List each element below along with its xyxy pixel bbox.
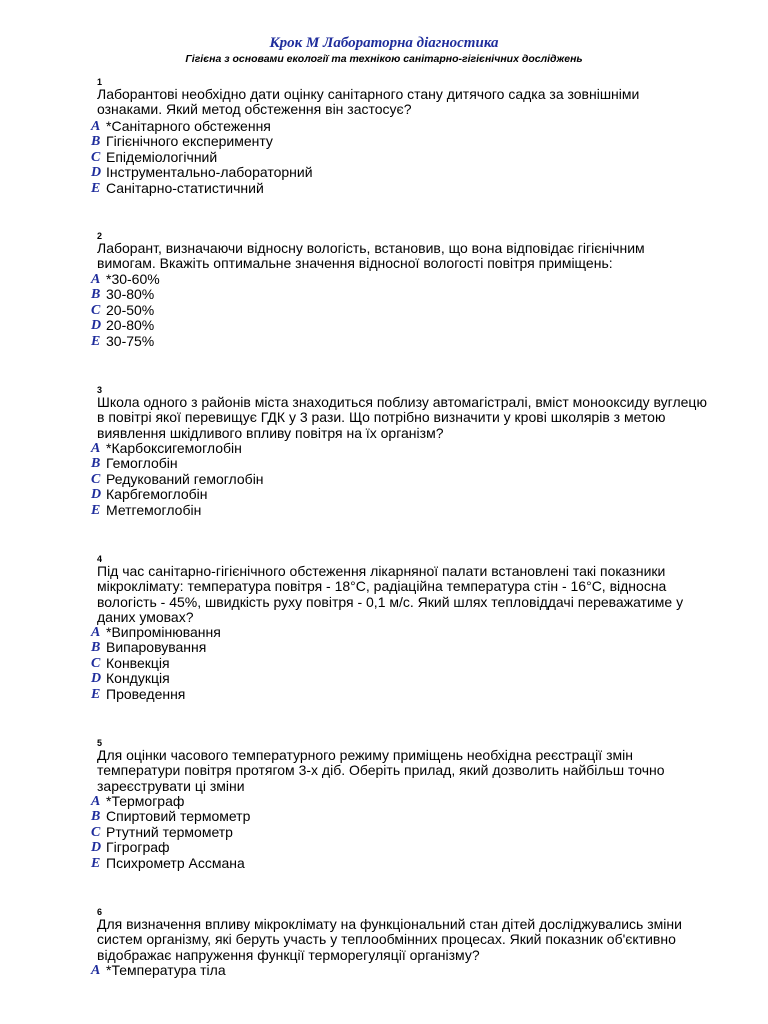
option-text: Гігієнічного експерименту [106,133,273,150]
option-text: Кондукція [106,670,170,687]
option-letter: C [91,824,101,840]
option-letter: B [91,287,101,303]
option-text: *Температура тіла [106,962,226,978]
option-text: *Санітарного обстеження [106,118,271,134]
option-letter: D [91,165,102,181]
option-letter: B [91,809,101,825]
option-text: Епідеміологічний [106,148,218,165]
option-text: Проведення [106,685,186,702]
option-text: *Карбоксигемоглобін [106,440,242,456]
option-letter: D [91,840,102,856]
option-letter: D [91,487,102,503]
option-letter: E [91,180,101,196]
option-text: Випаровування [106,639,207,656]
option-text: Гемоглобін [106,455,178,472]
option-text: *Випромінювання [106,624,221,640]
question-text: Лаборант, визначаючи відносну вологість, встановив, що вона відповідає гігієнічним вимогам. Вкажіть оптимальне значення відносної вологості повітря приміщень: [97,240,645,272]
option-text: 20-50% [106,301,155,318]
option-letter: E [91,686,101,702]
question-number: 1 [97,77,103,87]
option-text: Карбгемоглобін [106,486,208,503]
option-letter: E [91,855,101,871]
question-text: Лаборантові необхідно дати оцінку санітарного стану дитячого садка за зовнішніми ознаками. Який метод обстеження він застосує? [97,86,640,118]
option-letter: C [91,655,101,671]
option-letter: A [91,794,101,809]
option-letter: C [91,149,101,165]
question-number: 4 [97,554,103,564]
option-letter: A [91,119,101,134]
question-text: Для визначення впливу мікроклімату на функціональний стан дітей досліджувались зміни систем організму, які беруть участь у теплообмінних процесах. Який показник об'єктивно відображає напруження функції терморегуляції організму? [97,916,682,963]
option-letter: A [91,272,101,287]
option-letter: A [91,625,101,640]
option-text: 30-75% [106,332,155,349]
option-letter: C [91,302,101,318]
option-text: Інструментально-лабораторний [106,164,313,181]
option-letter: D [91,318,102,334]
question-text: Під час санітарно-гігієнічного обстеження лікарняної палати встановлені такі показники мікроклімату: температура повітря - 18°С, радіаційна температура стін - 16°С, відносна вологість - 45%, швидкість руху повітря - 0,1 м/с. Який шлях тепловіддачі переважатиме у даних умовах? [97,563,684,626]
option-text: Гігрограф [106,839,170,856]
question-number: 6 [97,907,103,917]
document-title: Крок М Лабораторна діагностика [269,35,499,51]
option-text: 20-80% [106,317,155,334]
option-text: Конвекція [106,654,170,671]
option-text: Метгемоглобін [106,501,202,518]
question-text: Школа одного з районів міста знаходиться поблизу автомагістралі, вміст монооксиду вуглецю в повітрі якої перевищує ГДК у 3 рази. Що потрібно визначити у крові школярів з метою виявлення шкідливого впливу повітря на їх організм? [97,394,707,441]
option-letter: E [91,502,101,518]
option-text: *Термограф [106,793,185,809]
document-header [0,34,768,66]
option-text: Санітарно-статистичний [106,179,264,196]
option-text: Редукований гемоглобін [106,470,264,487]
option-letter: B [91,134,101,150]
option-letter: B [91,456,101,472]
option-letter: C [91,471,101,487]
option-text: 30-80% [106,286,155,303]
option-letter: A [91,441,101,456]
option-letter: A [91,963,101,978]
option-text: Спиртовий термометр [106,808,251,825]
option-letter: E [91,333,101,349]
question-number: 3 [97,385,103,395]
option-letter: D [91,671,102,687]
option-text: Ртутний термометр [106,823,233,840]
question-number: 5 [97,738,103,748]
question-text: Для оцінки часового температурного режиму приміщень необхідна реєстрації змін температури повітря протягом 3-х діб. Оберіть прилад, який дозволить найбільш точно зареєструвати ці зміни [97,747,665,794]
option-letter: B [91,640,101,656]
option-text: *30-60% [106,271,160,287]
option-text: Психрометр Ассмана [106,854,245,871]
document-subtitle: Гігієна з основами екології та технікою санітарно-гігієнічних досліджень [185,53,583,65]
question-number: 2 [97,231,103,241]
